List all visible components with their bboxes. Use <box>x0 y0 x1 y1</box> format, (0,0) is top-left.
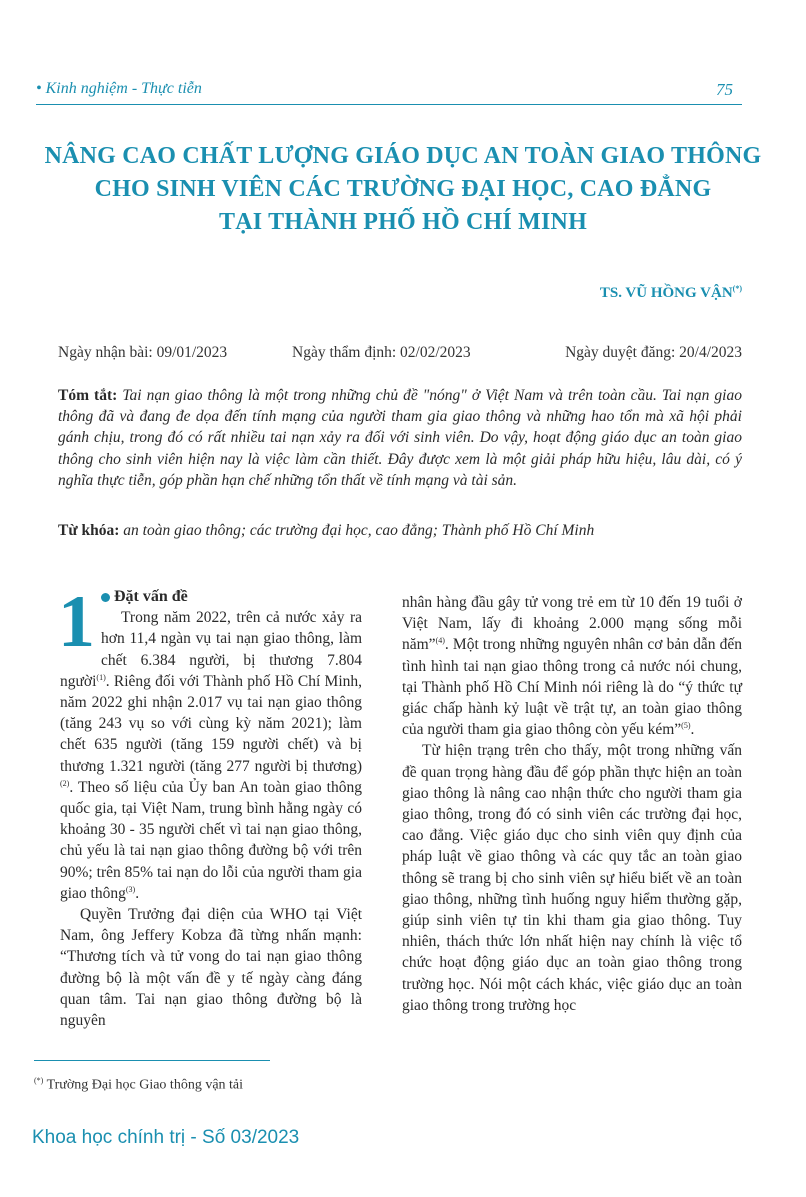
keywords-text: an toàn giao thông; các trường đại học, cao đẳng; Thành phố Hồ Chí Minh <box>119 522 595 539</box>
paragraph-4: Từ hiện trạng trên cho thấy, một trong những vấn đề quan trọng hàng đầu để góp phần thực hiện an toàn giao thông là nâng cao nhận thức cho người tham gia giao thông, trong đó có sinh viên các trường đại học, cao đẳng. Việc giáo dục cho sinh viên quy định của pháp luật về giao thông và các quy tắc an toàn giao thông sẽ trang bị cho sinh viên sự hiểu biết về an toàn giao thông, những tình huống nguy hiểm thường gặp, giúp sinh viên tự tin khi tham gia giao thông. Tuy nhiên, thách thức lớn nhất hiện nay chính là việc tổ chức hoạt động giáo dục an toàn giao thông trong trường học. Nói một cách khác, việc giáo dục an toàn giao thông trong trường học <box>402 742 742 1014</box>
footnote-text: Trường Đại học Giao thông vận tải <box>43 1077 244 1093</box>
date-reviewed: Ngày thẩm định: 02/02/2023 <box>292 344 471 361</box>
journal-footer: Khoa học chính trị - Số 03/2023 <box>32 1127 300 1148</box>
author <box>600 284 742 302</box>
date-received: Ngày nhận bài: 09/01/2023 <box>58 344 228 361</box>
footnote-mark: (*) <box>34 1076 44 1085</box>
keywords-label: Từ khóa: <box>58 522 120 539</box>
section-number: 1 <box>58 581 95 663</box>
abstract-text: Tai nạn giao thông là một trong những chủ đề "nóng" ở Việt Nam và trên toàn cầu. Tai nạn giao thông đã và đang đe dọa đến tính mạng của người tham gia giao thông và những hao tổn mà xã hội phải gánh chịu, trong đó có rất nhiều tai nạn xảy ra đối với sinh viên. Do vậy, hoạt động giáo dục an toàn giao thông cho sinh viên hiện nay là việc làm cần thiết. Đây được xem là một giải pháp hữu hiệu, lâu dài, có ý nghĩa thực tiễn, góp phần hạn chế những tổn thất về tính mạng và tài sản. <box>58 387 742 489</box>
section-label: • Kinh nghiệm - Thực tiễn <box>36 80 202 97</box>
article-title <box>20 140 786 239</box>
page-number: 75 <box>716 80 733 99</box>
heading-bullet-icon <box>101 593 110 602</box>
author-mark: (*) <box>732 284 742 293</box>
date-approved: Ngày duyệt đăng: 20/4/2023 <box>565 344 742 361</box>
right-column <box>402 592 742 1016</box>
abstract <box>58 385 742 491</box>
header-rule <box>36 104 742 105</box>
paragraph-1: Trong năm 2022, trên cả nước xảy ra hơn 11,4 ngàn vụ tai nạn giao thông, làm chết 6.384 người, bị thương 7.804 người$^{(1)}$. Riêng đối với Thành phố Hồ Chí Minh, năm 2022 ghi nhận 2.017 vụ tai nạn giao thông (tăng 243 vụ so với cùng kỳ năm 2021); làm chết 635 người (tăng 159 người chết) và bị thương 1.321 người (tăng 277 người bị thương)$^{(2)}$. Theo số liệu của Ủy ban An toàn giao thông quốc gia, tại Việt Nam, trung bình hằng ngày có khoảng 30 - 35 người chết vì tai nạn giao thông, chủ yếu là tai nạn giao thông đường bộ với trên 90%; trên 85% tai nạn do lỗi của người tham gia giao thông$^{(3)}$. <box>60 609 362 902</box>
title-line-2: CHO SINH VIÊN CÁC TRƯỜNG ĐẠI HỌC, CAO ĐẲNG <box>94 176 712 202</box>
paragraph-3: nhân hàng đầu gây tử vong trẻ em từ 10 đến 19 tuổi ở Việt Nam, lấy đi khoảng 2.000 mạng sống mỗi năm”$^{(4)}$. Một trong những nguyên nhân cơ bản dẫn đến tình hình tai nạn giao thông trong cả nước nói chung, tại Thành phố Hồ Chí Minh nói riêng là do “ý thức tự giác chấp hành kỷ luật về trật tự, an toàn giao thông của người tham gia giao thông còn yếu kém”$^{(5)}$. <box>402 594 742 739</box>
footnote <box>34 1076 243 1094</box>
footnote-rule <box>34 1060 270 1061</box>
section-heading: Đặt vấn đề <box>114 588 188 605</box>
title-line-1: NÂNG CAO CHẤT LƯỢNG GIÁO DỤC AN TOÀN GIAO THÔNG <box>44 143 762 169</box>
keywords <box>58 522 742 540</box>
title-line-3: TẠI THÀNH PHỐ HỒ CHÍ MINH <box>219 209 587 235</box>
abstract-label: Tóm tắt: <box>58 387 118 404</box>
left-column <box>58 581 362 1031</box>
author-name: TS. VŨ HỒNG VẬN <box>599 285 733 301</box>
paragraph-2: Quyền Trưởng đại diện của WHO tại Việt Nam, ông Jeffery Kobza đã từng nhấn mạnh: “Thương tích và tử vong do tai nạn giao thông đường bộ là một vấn đề y tế ngày càng đáng quan tâm. Tai nạn giao thông đường bộ là nguyên <box>60 906 362 1030</box>
